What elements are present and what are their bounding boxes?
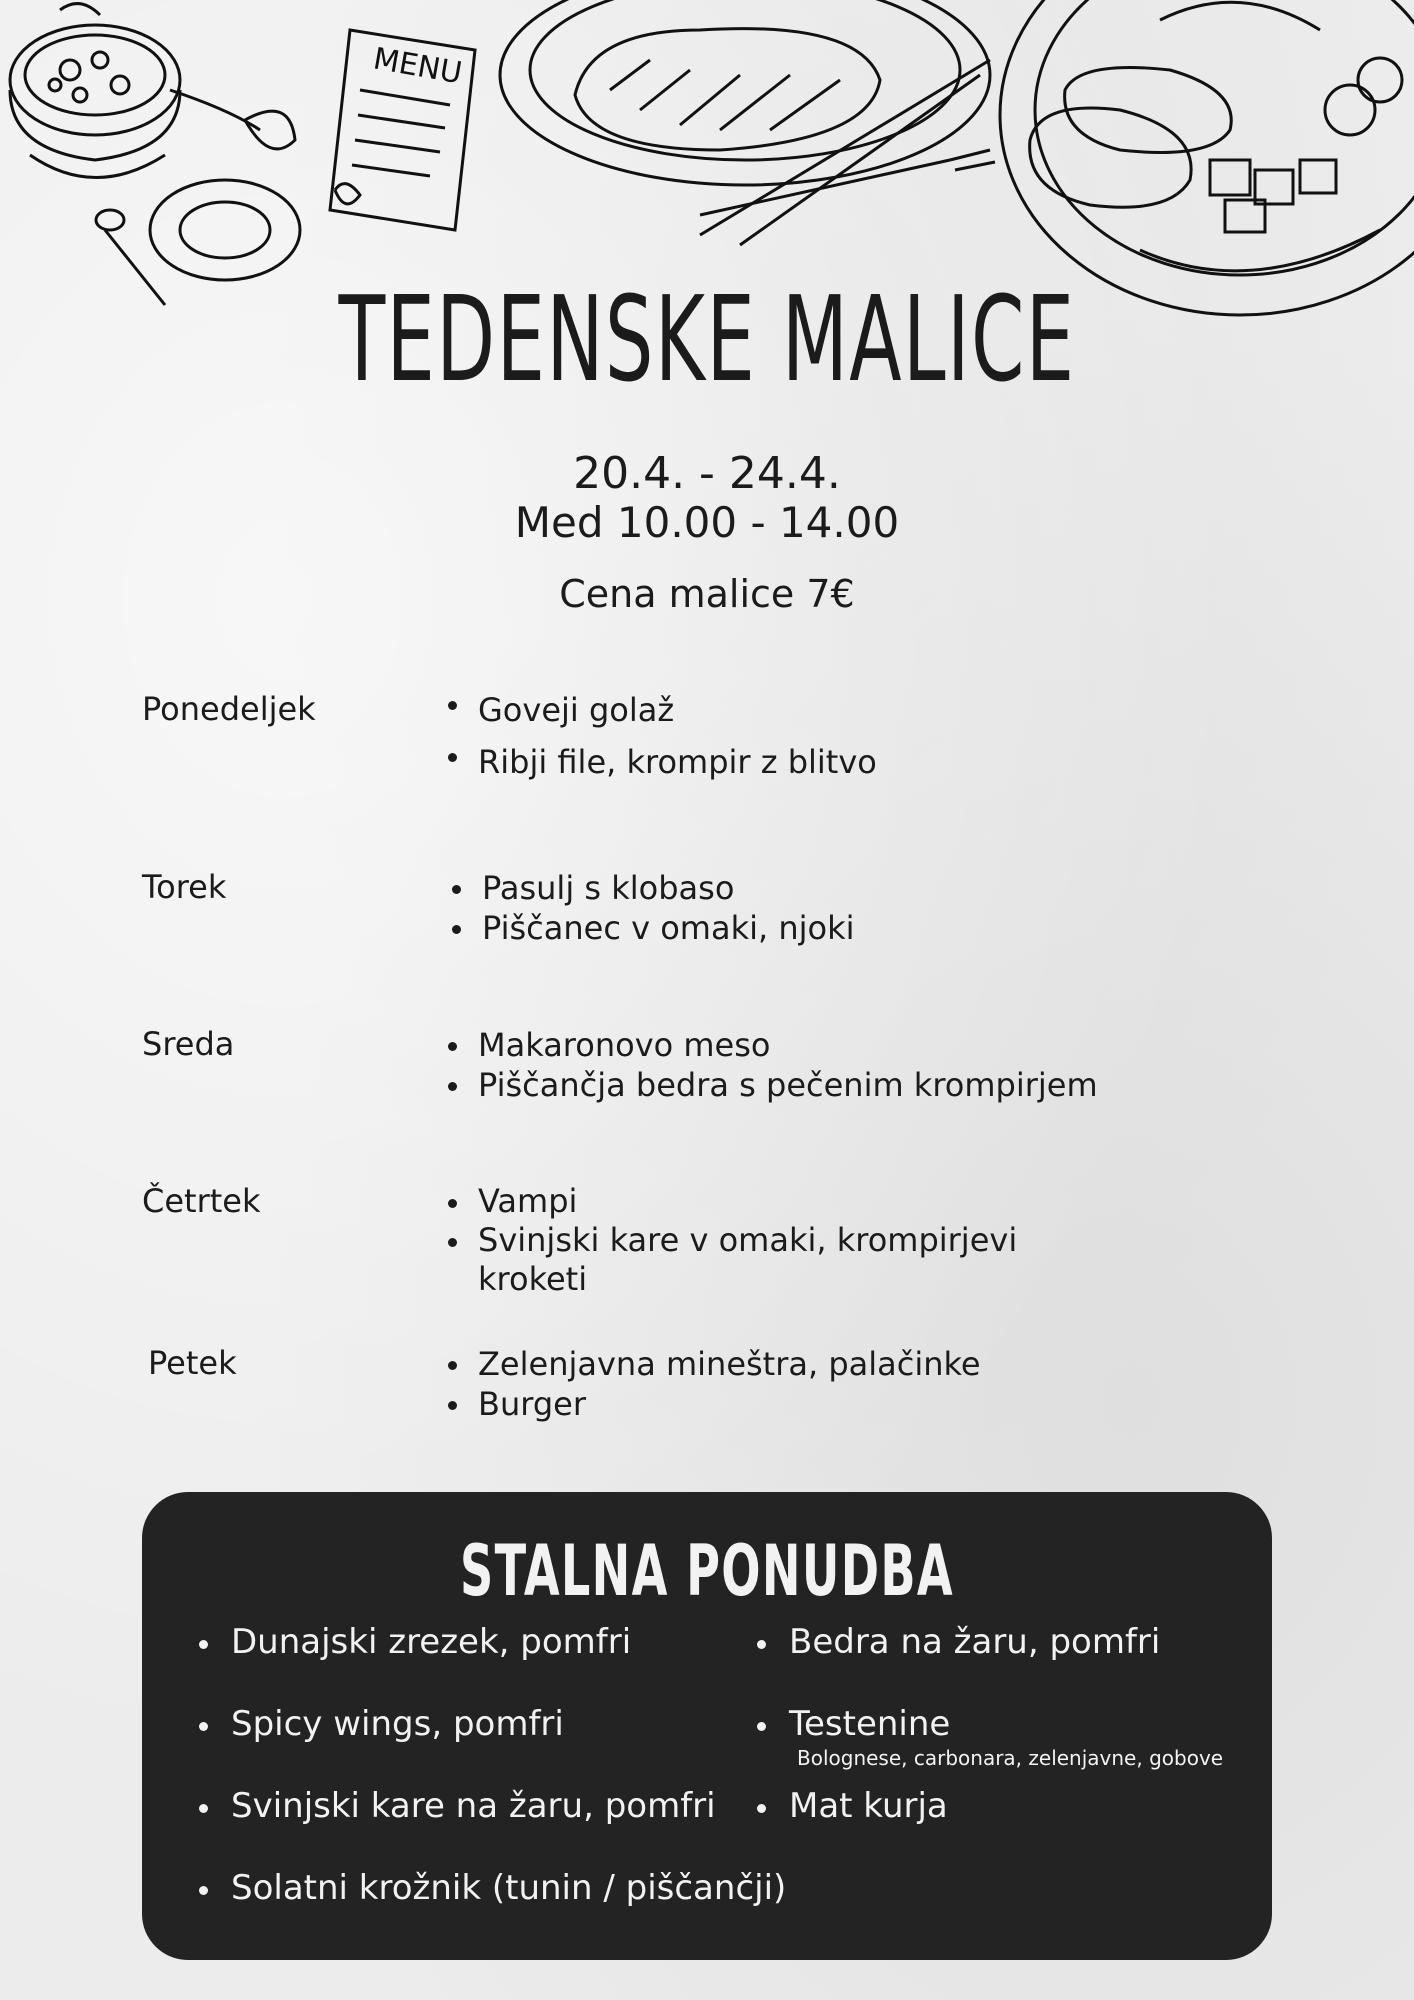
dish-item: Zelenjavna mineštra, palačinke (478, 1345, 981, 1383)
dish-item: Piščanec v omaki, njoki (482, 909, 855, 947)
offer-item: Dunajski zrezek, pomfri (231, 1622, 786, 1704)
date-range: 20.4. - 24.4. (573, 448, 841, 499)
offer-item: Mat kurja (789, 1786, 1160, 1868)
serving-hours: Med 10.00 - 14.00 (514, 498, 900, 547)
day-label: Četrtek (142, 1182, 261, 1220)
offer-item: Bedra na žaru, pomfri (789, 1622, 1160, 1704)
day-label: Petek (148, 1344, 237, 1382)
dish-item: Burger (478, 1384, 981, 1424)
dish-item: Vampi (478, 1182, 1017, 1221)
steak-plate-icon (500, 0, 995, 245)
offer-item-label: Testenine (789, 1704, 951, 1744)
offer-item-pasta (789, 1704, 1224, 1786)
dish-list (440, 684, 877, 788)
pasta-note: Bolognese, carbonara, zelenjavne, gobove (797, 1746, 1224, 1770)
soup-pot-icon (10, 4, 295, 178)
dish-item: Goveji golaž (478, 684, 877, 736)
dish-item: Pasulj s klobaso (482, 868, 855, 908)
offer-list-right (789, 1622, 1224, 1868)
menu-sign-text: MENU (370, 41, 465, 92)
dish-item: Piščančja bedra s pečenim krompirjem (478, 1066, 1098, 1104)
dish-list (440, 1344, 981, 1424)
day-label: Sreda (142, 1025, 235, 1063)
offer-item: Svinjski kare na žaru, pomfri (231, 1786, 786, 1868)
dish-item: Makaronovo meso (478, 1025, 1098, 1065)
day-label: Torek (142, 868, 227, 906)
dish-item: Svinjski kare v omaki, krompirjevi (478, 1221, 1018, 1259)
dish-item-continuation: kroketi (478, 1260, 588, 1298)
day-label: Ponedeljek (142, 690, 316, 728)
meal-plate-icon (1000, 0, 1414, 315)
panel-title: STALNA PONUDBA (459, 1530, 955, 1612)
dish-list (440, 1025, 1098, 1105)
dish-item: Ribji file, krompir z blitvo (478, 736, 877, 788)
dish-list (444, 868, 855, 948)
dish-list (440, 1182, 1017, 1299)
standing-offer-panel (142, 1492, 1272, 1960)
offer-item: Spicy wings, pomfri (231, 1704, 786, 1786)
page-title: TEDENSKE MALICE (338, 270, 1076, 408)
offer-list-left (231, 1622, 786, 1950)
lunch-price: Cena malice 7€ (559, 572, 855, 616)
offer-item: Solatni krožnik (tunin / piščančji) (231, 1868, 786, 1950)
